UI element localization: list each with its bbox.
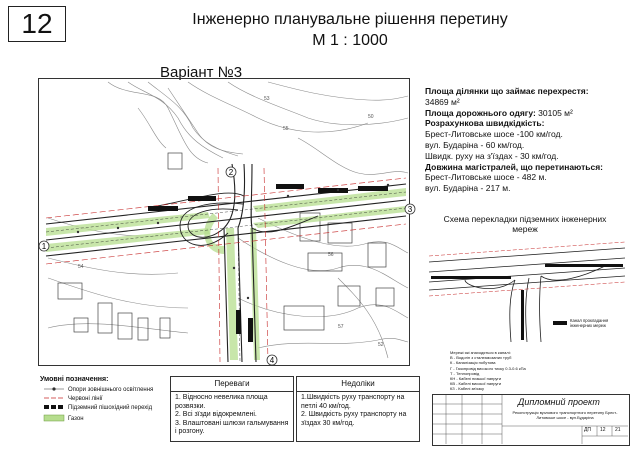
speed-line: Швидк. руху на з'їздах - 30 км/год. bbox=[425, 150, 559, 161]
network-note: КН - Кабелі низької напруги bbox=[450, 376, 502, 382]
advantages-header: Переваги bbox=[171, 377, 293, 392]
scheme-legend-swatch bbox=[553, 319, 567, 327]
disadvantages-table bbox=[296, 376, 420, 442]
legend-item-red-lines: Червоні лінії bbox=[68, 396, 103, 402]
svg-text:56: 56 bbox=[328, 252, 334, 258]
advantage-item: 3. Влаштовані шлюзи гальмування і розгону. bbox=[175, 419, 289, 435]
advantage-item: 1. Відносно невелика площа розвязки. bbox=[175, 394, 268, 410]
marker-3: 3 bbox=[407, 205, 413, 214]
svg-text:55: 55 bbox=[283, 126, 289, 132]
disadvantages-header: Недоліки bbox=[297, 377, 419, 392]
legend-symbols bbox=[40, 385, 68, 425]
speed-header: Розрахункова швидкідкість: bbox=[425, 118, 545, 129]
network-note: К - Каналізація побутова bbox=[450, 360, 496, 366]
marker-4: 4 bbox=[269, 356, 275, 365]
variant-label: Варіант №3 bbox=[160, 64, 243, 81]
legend-item-lawn: Газон bbox=[68, 416, 84, 422]
network-note: КЗ - Кабелі зв'язку bbox=[450, 386, 484, 392]
legend-item-lighting: Опори зовнішнього освітлення bbox=[68, 387, 154, 393]
legend-item-underpass: Підземний пішохідний перехід bbox=[68, 405, 153, 411]
advantages-table bbox=[170, 376, 294, 442]
network-note: КВ - Кабелі високої напруги bbox=[450, 381, 502, 387]
network-note: Т - Теплопровід bbox=[450, 370, 480, 376]
stamp-cell: ДП bbox=[584, 427, 591, 433]
stamp-subtitle: Реконструкція вузлового транспортного перетину Брест-Литовське шосе - вул.Бударіна bbox=[512, 410, 618, 420]
marker-1: 1 bbox=[41, 242, 47, 251]
stamp-cell: 12 bbox=[600, 427, 606, 433]
svg-text:53: 53 bbox=[264, 96, 270, 102]
network-note: Мережі які знаходяться в каналі: bbox=[450, 350, 511, 355]
stamp-cell: 21 bbox=[615, 427, 621, 433]
svg-text:57: 57 bbox=[338, 324, 344, 330]
network-note: В - Водогін з сталезмозаних труб bbox=[450, 355, 512, 361]
speed-line: Брест-Литовське шосе -100 км/год. bbox=[425, 129, 563, 140]
disadvantage-item: 2. Швидкість руху транспорту на зїздах 30 км/год. bbox=[301, 411, 407, 427]
area-total-value: 34869 м² bbox=[425, 96, 460, 107]
speed-line: вул. Бударіна - 60 км/год. bbox=[425, 139, 525, 150]
svg-text:52: 52 bbox=[378, 342, 384, 348]
drawing-title: Інженерно планувальне рішення перетину bbox=[192, 11, 508, 28]
length-line: Брест-Литовське шосе - 482 м. bbox=[425, 172, 547, 183]
length-line: вул. Бударіна - 217 м. bbox=[425, 183, 511, 194]
length-header: Довжина магістралей, що перетинаються: bbox=[425, 161, 604, 172]
advantage-item: 2. Всі зїзди відокремлені. bbox=[175, 411, 257, 418]
stamp-title: Дипломний проект bbox=[518, 397, 600, 407]
area-total-label: Площа ділянки що займає перехрестя: bbox=[425, 86, 589, 96]
network-notes bbox=[450, 350, 570, 392]
utilities-scheme bbox=[425, 236, 630, 346]
svg-text:50: 50 bbox=[368, 114, 374, 120]
svg-text:54: 54 bbox=[78, 264, 84, 270]
legend-title: Умовні позначення: bbox=[40, 376, 109, 383]
utilities-scheme-title: Схема перекладки підземних інженерних мереж bbox=[443, 214, 607, 234]
drawing-scale: М 1 : 1000 bbox=[312, 32, 388, 49]
network-note: Г - Газопровід високого тиску 0.3-0.6 кПа bbox=[450, 365, 526, 371]
area-road-value: 30105 м² bbox=[538, 107, 573, 118]
intersection-info bbox=[425, 86, 635, 194]
sheet-number: 12 bbox=[8, 6, 66, 42]
scheme-legend-label: Канал прокладання інженерних мереж bbox=[570, 318, 609, 328]
area-road-label: Площа дорожнього одягу: bbox=[425, 107, 536, 118]
marker-2: 2 bbox=[228, 168, 234, 177]
intersection-plan bbox=[38, 78, 413, 366]
disadvantage-item: 1.Швидкість руху транспорту на петлі 40 км/год. bbox=[301, 394, 405, 410]
